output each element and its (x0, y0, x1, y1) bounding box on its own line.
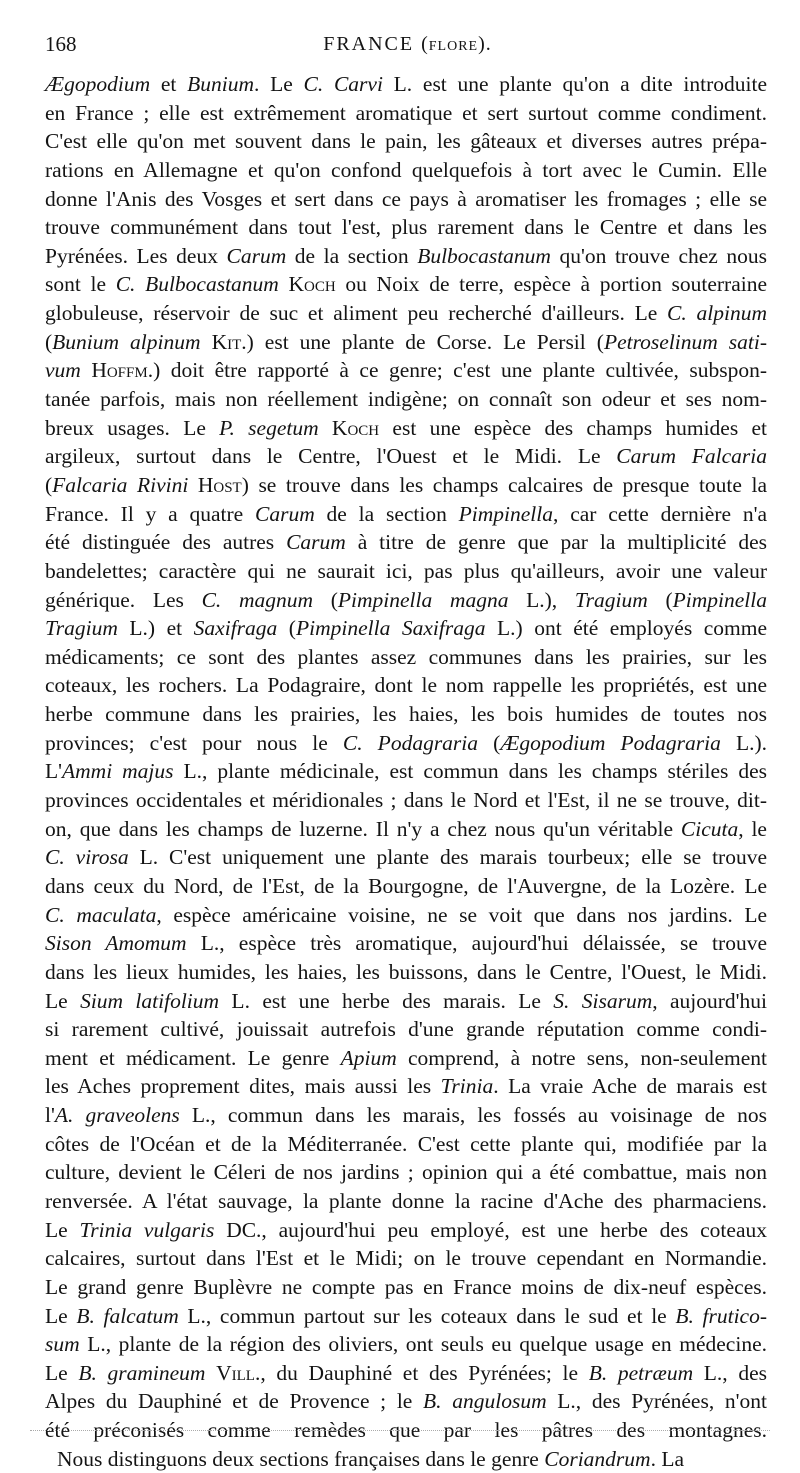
text-line: côtes de l'Océan et de la Méditerranée. C'est cette plante qui, modifiée par la (45, 1131, 767, 1156)
text-line: donne l'Anis des Vosges et sert dans ce pays à aromatiser les fromages ; elle se (45, 186, 767, 211)
running-head (45, 33, 770, 56)
text-line: culture, devient le Céleri de nos jardins ; opinion qui a été combattue, mais non (45, 1160, 767, 1185)
text-line: Le grand genre Buplèvre ne compte pas en France moins de dix-neuf espèces. (45, 1274, 767, 1299)
text-line: médicaments; ce sont des plantes assez communes dans les prairies, sur les (45, 644, 767, 669)
text-line: L'Ammi majus L., plante médicinale, est commun dans les champs stériles des (45, 759, 767, 784)
page-number: 168 (45, 32, 77, 56)
text-line: C. virosa L. C'est uniquement une plante des marais tourbeux; elle se trouve (45, 845, 768, 870)
text-line: Ægopodium et Bunium. Le C. Carvi L. est une plante qu'on a dite introduite (45, 72, 767, 96)
running-head-subtitle: (flore). (421, 33, 492, 55)
text-line: on, que dans les champs de luzerne. Il n'y a chez nous qu'un véritable Cicuta, le (45, 816, 767, 841)
text-line: C'est elle qu'on met souvent dans le pain, les gâteaux et diverses autres prépa- (45, 129, 767, 154)
text-line: dans ceux du Nord, de l'Est, de la Bourgogne, de l'Auvergne, de la Lozère. Le (45, 873, 767, 898)
text-line: coteaux, les rochers. La Podagraire, dont le nom rappelle les propriétés, est une (45, 673, 767, 698)
text-line: bandelettes; caractère qui ne saurait ici, pas plus qu'ailleurs, avoir une valeur (45, 558, 767, 583)
text-line: sum L., plante de la région des oliviers, ont seuls eu quelque usage en médecine. (45, 1332, 767, 1357)
text-line: ment et médicament. Le genre Apium comprend, à notre sens, non-seulement (45, 1045, 767, 1070)
text-line: en France ; elle est extrêmement aromatique et sert surtout comme condiment. (45, 100, 767, 125)
text-line: dans les lieux humides, les haies, les buissons, dans le Centre, l'Ouest, le Midi. (45, 959, 767, 984)
body-text (45, 70, 767, 1473)
text-line: provinces; c'est pour nous le C. Podagraria (Ægopodium Podagraria L.). (45, 730, 767, 755)
text-line: provinces occidentales et méridionales ; dans le Nord et l'Est, il ne se trouve, dit- (45, 788, 767, 813)
footer-rule (30, 1430, 770, 1431)
text-line: renversée. A l'état sauvage, la plante donne la racine d'Ache des pharmaciens. (45, 1188, 767, 1213)
running-head-title: FRANCE (323, 33, 415, 55)
text-line: Le Sium latifolium L. est une herbe des marais. Le S. Sisarum, aujourd'hui (45, 988, 768, 1013)
text-line: globuleuse, réservoir de suc et aliment peu recherché d'ailleurs. Le C. alpinum (45, 301, 767, 326)
page-header (45, 32, 770, 66)
text-line: tanée parfois, mais non réellement indigène; on connaît son odeur et ses nom- (45, 387, 767, 412)
text-line: Alpes du Dauphiné et de Provence ; le B. angulosum L., des Pyrénées, n'ont (45, 1389, 767, 1414)
text-line: calcaires, surtout dans l'Est et le Midi; on le trouve cependant en Normandie. (45, 1246, 767, 1271)
text-line: herbe commune dans les prairies, les haies, les bois humides de toutes nos (45, 702, 767, 727)
text-line: C. maculata, espèce américaine voisine, ne se voit que dans nos jardins. Le (45, 902, 767, 927)
text-line: Tragium L.) et Saxifraga (Pimpinella Saxifraga L.) ont été employés comme (45, 616, 767, 641)
text-line: générique. Les C. magnum (Pimpinella magna L.), Tragium (Pimpinella (45, 587, 767, 612)
text-line: Nous distinguons deux sections françaises dans le genre Coriandrum. La (57, 1446, 684, 1471)
text-line: si rarement cultivé, jouissait autrefois d'une grande réputation comme condi- (45, 1017, 767, 1042)
text-line: Le B. falcatum L., commun partout sur les coteaux dans le sud et le B. frutico- (45, 1303, 768, 1328)
text-line: (Falcaria Rivini Host) se trouve dans les champs calcaires de presque toute la (45, 472, 768, 497)
text-line: les Aches proprement dites, mais aussi les Trinia. La vraie Ache de marais est (45, 1074, 767, 1099)
text-line: Le Trinia vulgaris DC., aujourd'hui peu employé, est une herbe des coteaux (45, 1217, 767, 1242)
text-line: trouve communément dans tout l'est, plus rarement dans le Centre et dans les (45, 215, 767, 240)
text-line: Le B. gramineum Vill., du Dauphiné et des Pyrénées; le B. petræum L., des (45, 1360, 768, 1385)
text-line: Sison Amomum L., espèce très aromatique, aujourd'hui délaissée, se trouve (45, 931, 767, 956)
text-line: France. Il y a quatre Carum de la section Pimpinella, car cette dernière n'a (45, 501, 767, 526)
text-line: argileux, surtout dans le Centre, l'Ouest et le Midi. Le Carum Falcaria (45, 444, 767, 469)
text-line: vum Hoffm.) doit être rapporté à ce genre; c'est une plante cultivée, subspon- (45, 358, 768, 383)
text-line: sont le C. Bulbocastanum Koch ou Noix de terre, espèce à portion souterraine (45, 272, 768, 297)
text-line: été préconisés comme remèdes que par les pâtres des montagnes. (45, 1418, 767, 1443)
text-line: rations en Allemagne et qu'on confond quelquefois à tort avec le Cumin. Elle (45, 157, 767, 182)
text-line: breux usages. Le P. segetum Koch est une espèce des champs humides et (45, 415, 767, 440)
text-line: (Bunium alpinum Kit.) est une plante de Corse. Le Persil (Petroselinum sati- (45, 329, 768, 354)
text-line: été distinguée des autres Carum à titre de genre que par la multiplicité des (45, 530, 767, 555)
text-line: Pyrénées. Les deux Carum de la section Bulbocastanum qu'on trouve chez nous (45, 243, 767, 268)
text-line: l'A. graveolens L., commun dans les marais, les fossés au voisinage de nos (45, 1103, 767, 1128)
